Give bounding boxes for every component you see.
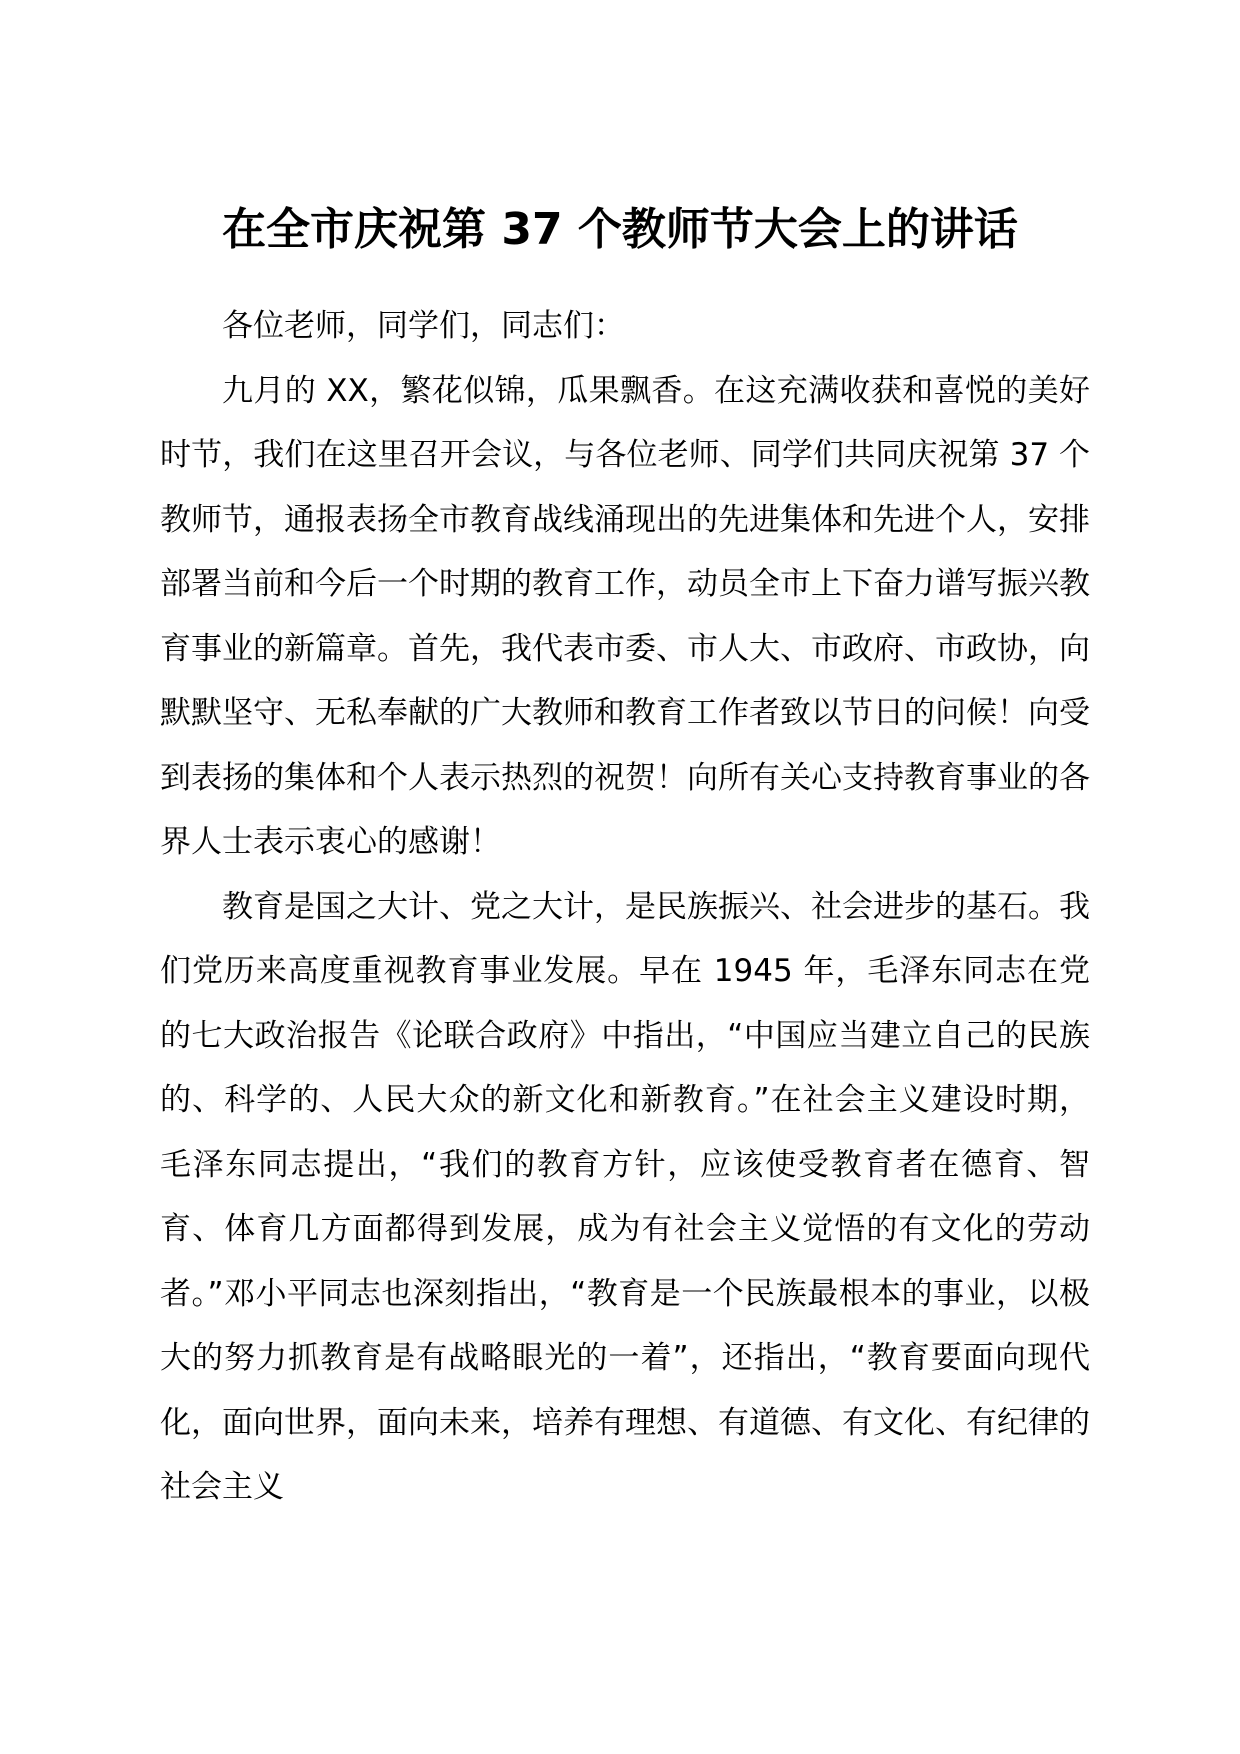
document-title: 在全市庆祝第 37 个教师节大会上的讲话 [222,204,1018,255]
opening-paragraph: 九月的 XX，繁花似锦，瓜果飘香。在这充满收获和喜悦的美好时节，我们在这里召开会议，与各位老师、同学们共同庆祝第 37 个教师节，通报表扬全市教育战线涌现出的先进集体和先进个人，安排部署当前和今后一个时期的教育工作，动员全市上下奋力谱写振兴教育事业的新篇章。首先，我代表市委、市人大、市政府、市政协，向默默坚守、无私奉献的广大教师和教育工作者致以节日的问候！向受到表扬的集体和个人表示热烈的祝贺！向所有关心支持教育事业的各界人士表示衷心的感谢！ [160,372,1090,860]
salutation-paragraph: 各位老师，同学们，同志们： [222,308,625,344]
education-history-paragraph: 教育是国之大计、党之大计，是民族振兴、社会进步的基石。我们党历来高度重视教育事业发展。早在 1945 年，毛泽东同志在党的七大政治报告《论联合政府》中指出，“中国应当建立自己的民族的、科学的、人民大众的新文化和新教育。”在社会主义建设时期，毛泽东同志提出，“我们的教育方针，应该使受教育者在德育、智育、体育几方面都得到发展，成为有社会主义觉悟的有文化的劳动者。”邓小平同志也深刻指出，“教育是一个民族最根本的事业，以极大的努力抓教育是有战略眼光的一着”，还指出，“教育要面向现代化，面向世界，面向未来，培养有理想、有道德、有文化、有纪律的社会主义 [160,888,1090,1505]
document-body [160,294,1090,1520]
